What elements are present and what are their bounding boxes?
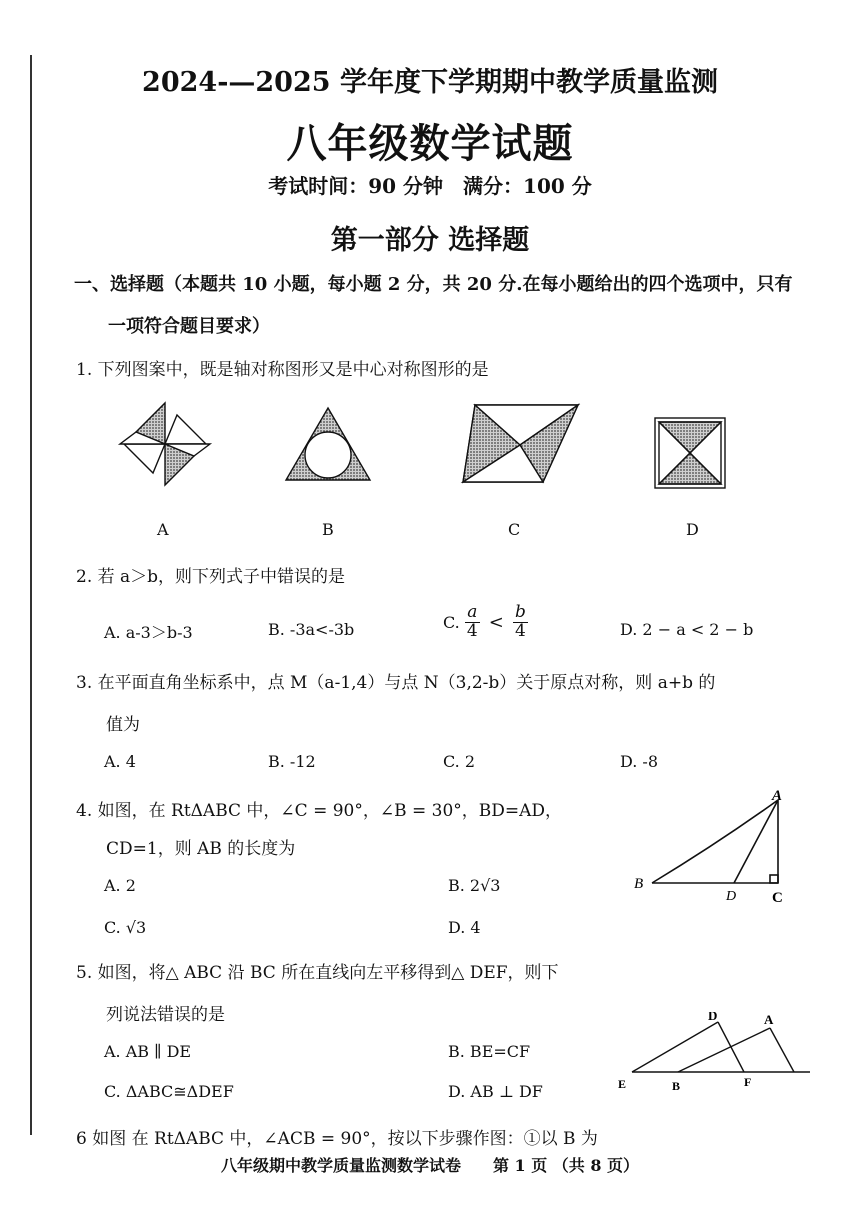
fraction-b-over-4 (513, 604, 528, 641)
question-5-text-line2: 列说法错误的是 (106, 1005, 225, 1025)
question-5-translation-figure (612, 1012, 812, 1097)
question-2-option-a: A. a-3＞b-3 (104, 623, 193, 642)
vertex-label-b: B (672, 1079, 681, 1093)
question-1-text: 1. 下列图案中，既是轴对称图形又是中心对称图形的是 (76, 360, 489, 380)
question-3-option-a: A. 4 (104, 752, 136, 771)
exam-subject-title: 八年级数学试题 (286, 120, 574, 167)
question-4-option-a: A. 2 (104, 876, 136, 895)
figure-d-square-x (655, 418, 725, 488)
less-than-sign: < (488, 611, 504, 633)
vertex-label-f: F (744, 1075, 752, 1089)
question-2-text: 2. 若 a＞b，则下列式子中错误的是 (76, 567, 346, 587)
figure-c-parallelogram (463, 405, 578, 482)
figure-label-b: B (322, 520, 334, 539)
question-5-text-line1: 5. 如图，将△ ABC 沿 BC 所在直线向左平移得到△ DEF，则下 (76, 963, 559, 983)
section-instructions-line2: 一项符合题目要求） (108, 316, 270, 337)
fraction-a-over-4 (465, 604, 480, 641)
question-4-triangle-figure (628, 788, 798, 906)
question-4-text-line1: 4. 如图，在 RtΔABC 中，∠C = 90°，∠B = 30°，BD=AD， (76, 801, 563, 821)
fraction-denominator: 4 (515, 620, 526, 641)
question-2-option-c (443, 604, 528, 641)
part-heading: 第一部分 选择题 (330, 225, 530, 256)
figure-a-pinwheel (120, 403, 210, 485)
exam-header-title: 2024-—2025 学年度下学期期中教学质量监测 (142, 67, 718, 98)
exam-info: 考试时间：90 分钟 满分：100 分 (268, 174, 592, 198)
question-1-figures (110, 400, 750, 505)
vertex-label-a: A (764, 1012, 774, 1027)
question-3-option-c: C. 2 (443, 752, 476, 771)
question-5-option-b: B. BE=CF (448, 1042, 531, 1061)
question-4-option-c: C. √3 (104, 918, 147, 937)
question-5-option-d: D. AB ⊥ DF (448, 1082, 543, 1101)
vertex-label-b: B (634, 876, 644, 892)
question-5-option-a: A. AB ∥ DE (104, 1042, 192, 1061)
question-3-text-line1: 3. 在平面直角坐标系中，点 M（a-1,4）与点 N（3,2-b）关于原点对称，则 a+b 的 (76, 673, 716, 693)
question-2-option-b: B. -3a<-3b (268, 620, 355, 639)
vertex-label-e: E (618, 1077, 627, 1091)
vertex-label-d: D (726, 889, 737, 904)
question-6-text: 6 如图 在 RtΔABC 中，∠ACB = 90°，按以下步骤作图：①以 B 为 (76, 1129, 598, 1149)
figure-label-d: D (686, 520, 699, 539)
fraction-denominator: 4 (466, 620, 478, 641)
binding-margin-line (30, 55, 32, 1135)
vertex-label-a: A (772, 788, 783, 804)
question-2-option-d: D. 2 − a < 2 − b (620, 620, 754, 639)
question-4-option-b: B. 2√3 (448, 876, 501, 895)
vertex-label-d: D (708, 1012, 718, 1023)
question-5-option-c: C. ΔABC≅ΔDEF (104, 1082, 234, 1101)
figure-b-triangle-circle (286, 408, 370, 480)
question-4-text-line2: CD=1，则 AB 的长度为 (106, 839, 296, 859)
question-4-option-d: D. 4 (448, 918, 481, 937)
fraction-numerator: a (465, 604, 480, 623)
question-3-option-d: D. -8 (620, 752, 659, 771)
question-3-text-line2: 值为 (106, 715, 140, 735)
figure-label-c: C (508, 520, 521, 539)
question-3-option-b: B. -12 (268, 752, 316, 771)
fraction-numerator: b (514, 602, 526, 622)
figure-label-a: A (157, 520, 169, 539)
page-footer: 八年级期中教学质量监测数学试卷 第 1 页 （共 8 页） (220, 1156, 640, 1175)
option-c-prefix: C. (443, 612, 460, 632)
vertex-label-c: C (772, 890, 783, 906)
section-instructions-line1: 一、选择题（本题共 10 小题，每小题 2 分，共 20 分.在每小题给出的四个选项中，只有 (74, 274, 793, 295)
